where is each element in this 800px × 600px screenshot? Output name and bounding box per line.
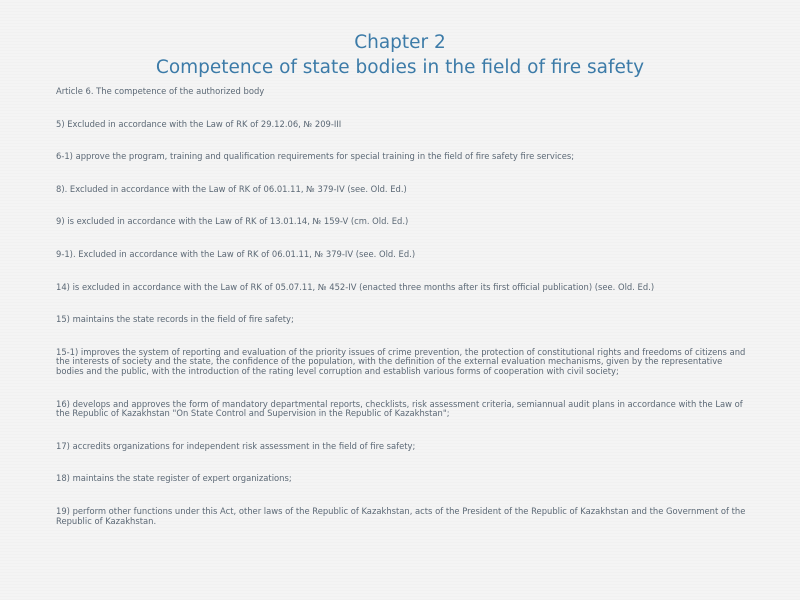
page-title (0, 30, 800, 80)
clause-15-1: 15-1) improves the system of reporting and evaluation of the priority issues of crime prevention, the protection of constitutional rights and freedoms of citizens and the interests of society and the state, the confidence of the population, with the definition of the external evaluation mechanisms, given by the representative bodies and the public, with the introduction of the rating level corruption and establish various forms of cooperation with civil society; (56, 346, 746, 376)
article-heading: Article 6. The competence of the authorized body (56, 86, 265, 96)
article-body (56, 87, 746, 549)
clause-18: 18) maintains the state register of expert organizations; (56, 473, 292, 484)
clause-6-1: 6-1) approve the program, training and qualification requirements for special training in the field of fire safety fire services; (56, 151, 575, 162)
clause-8: 8). Excluded in accordance with the Law of RK of 06.01.11, № 379-IV (see. Old. Ed.) (56, 183, 407, 194)
clause-14: 14) is excluded in accordance with the Law of RK of 05.07.11, № 452-IV (enacted three months after its first official publication) (see. Old. Ed.) (56, 281, 655, 292)
clause-9-1: 9-1). Excluded in accordance with the Law of RK of 06.01.11, № 379-IV (see. Old. Ed.) (56, 248, 416, 259)
clause-5: 5) Excluded in accordance with the Law of RK of 29.12.06, № 209-III (56, 118, 342, 129)
clause-16: 16) develops and approves the form of mandatory departmental reports, checklists, risk assessment criteria, semiannual audit plans in accordance with the Law of the Republic of Kazakhstan "On State Control and Supervision in the Republic of Kazakhstan"; (56, 398, 743, 419)
clause-15: 15) maintains the state records in the field of fire safety; (56, 314, 294, 325)
title-line-chapter: Chapter 2 (354, 32, 446, 53)
clause-17: 17) accredits organizations for independent risk assessment in the field of fire safety; (56, 440, 416, 451)
clause-19: 19) perform other functions under this Act, other laws of the Republic of Kazakhstan, acts of the President of the Republic of Kazakhstan and the Government of the Republic of Kazakhstan. (56, 505, 746, 526)
title-line-subject: Competence of state bodies in the field of fire safety (155, 57, 645, 78)
clause-9: 9) is excluded in accordance with the Law of RK of 13.01.14, № 159-V (cm. Old. Ed.) (56, 216, 409, 227)
